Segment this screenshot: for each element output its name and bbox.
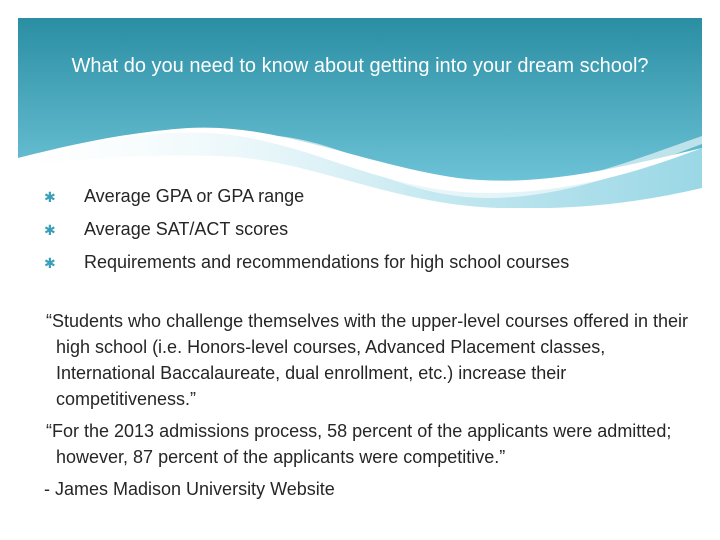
quote-paragraph: “For the 2013 admissions process, 58 percent of the applicants were admitted; however, 87 percent of the applicants were competitive.” bbox=[46, 421, 672, 467]
slide-title: What do you need to know about getting into your dream school? bbox=[71, 55, 649, 77]
bullet-text: Average GPA or GPA range bbox=[84, 186, 305, 206]
list-item bbox=[44, 180, 684, 213]
bullet-text: Requirements and recommendations for high school courses bbox=[84, 252, 570, 272]
quote-paragraph: “Students who challenge themselves with the upper-level courses offered in their high school (i.e. Honors-level courses, Advanced Placement classes, International Baccalaureate, dual enrollment, etc.) increase their competitiveness.” bbox=[46, 311, 689, 409]
asterisk-bullet-icon: ✱ bbox=[44, 222, 56, 238]
list-item bbox=[44, 213, 684, 246]
quote-block bbox=[44, 308, 704, 502]
list-item bbox=[44, 246, 684, 279]
asterisk-bullet-icon: ✱ bbox=[44, 189, 56, 205]
quote-attribution: - James Madison University Website bbox=[44, 479, 335, 499]
asterisk-bullet-icon: ✱ bbox=[44, 255, 56, 271]
bullet-text: Average SAT/ACT scores bbox=[84, 219, 289, 239]
bullet-list bbox=[44, 180, 684, 279]
